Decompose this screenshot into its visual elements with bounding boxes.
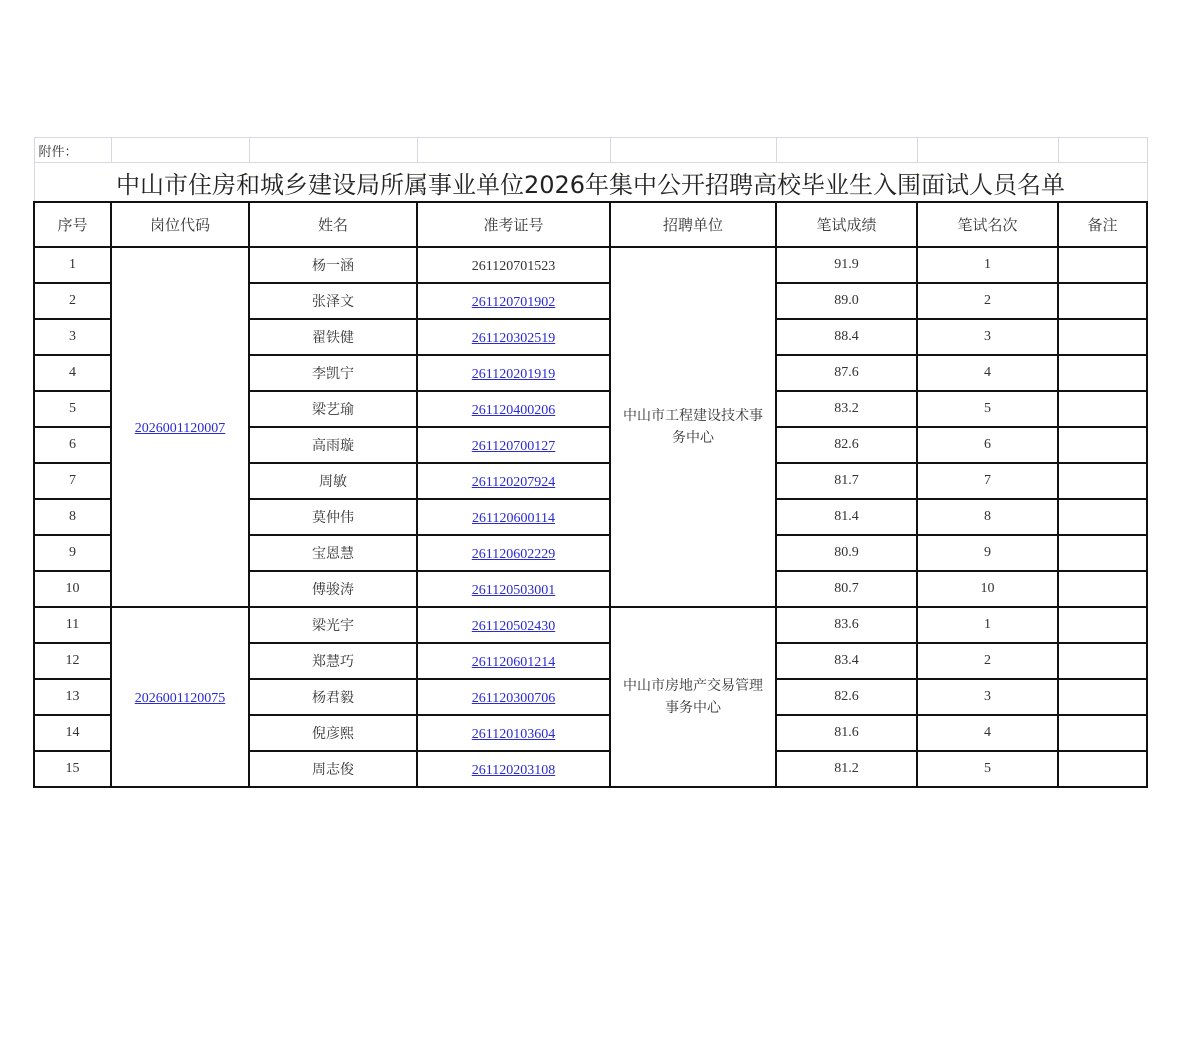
name-cell-text: 张泽文 bbox=[312, 294, 354, 310]
score-cell[interactable] bbox=[776, 643, 917, 679]
seq-cell[interactable] bbox=[34, 247, 111, 283]
rank-cell[interactable] bbox=[917, 247, 1058, 283]
remark-cell[interactable] bbox=[1058, 607, 1147, 643]
seq-cell-text: 12 bbox=[65, 653, 80, 668]
remark-cell[interactable] bbox=[1058, 463, 1147, 499]
rank-cell-text: 4 bbox=[984, 365, 991, 380]
name-cell[interactable] bbox=[249, 607, 417, 643]
score-cell[interactable] bbox=[776, 247, 917, 283]
rank-cell-text: 5 bbox=[984, 761, 991, 776]
remark-cell[interactable] bbox=[1058, 535, 1147, 571]
empty-cell[interactable] bbox=[417, 138, 610, 163]
ticket-link[interactable]: 261120201919 bbox=[471, 367, 556, 382]
ticket-link[interactable]: 261120503001 bbox=[471, 583, 556, 598]
seq-cell-text: 4 bbox=[69, 365, 76, 380]
ticket-link[interactable]: 261120502430 bbox=[471, 619, 556, 634]
score-cell-text: 88.4 bbox=[834, 329, 859, 344]
seq-cell-text: 11 bbox=[65, 617, 80, 632]
score-cell[interactable] bbox=[776, 391, 917, 427]
rank-cell[interactable] bbox=[917, 643, 1058, 679]
attachment-label[interactable]: 附件： bbox=[34, 138, 111, 163]
seq-cell[interactable] bbox=[34, 355, 111, 391]
score-cell-text: 83.2 bbox=[834, 401, 859, 416]
post-code-link[interactable]: 2026001120007 bbox=[134, 421, 226, 436]
remark-cell[interactable] bbox=[1058, 355, 1147, 391]
ticket-link[interactable]: 261120103604 bbox=[471, 727, 556, 742]
remark-cell[interactable] bbox=[1058, 283, 1147, 319]
seq-cell[interactable] bbox=[34, 643, 111, 679]
document-title[interactable]: 中山市住房和城乡建设局所属事业单位2026年集中公开招聘高校毕业生入围面试人员名单 bbox=[34, 163, 1147, 203]
rank-cell-text: 4 bbox=[984, 725, 991, 740]
remark-cell[interactable] bbox=[1058, 751, 1147, 787]
header-post-code[interactable]: 岗位代码 bbox=[111, 202, 249, 247]
remark-cell[interactable] bbox=[1058, 499, 1147, 535]
seq-cell[interactable] bbox=[34, 427, 111, 463]
remark-cell[interactable] bbox=[1058, 391, 1147, 427]
empty-cell[interactable] bbox=[1058, 138, 1147, 163]
score-cell[interactable] bbox=[776, 535, 917, 571]
ticket-text: 261120701523 bbox=[471, 259, 556, 274]
ticket-cell[interactable] bbox=[417, 607, 610, 643]
name-cell[interactable] bbox=[249, 499, 417, 535]
ticket-cell[interactable] bbox=[417, 391, 610, 427]
seq-cell[interactable] bbox=[34, 283, 111, 319]
rank-cell-text: 3 bbox=[984, 329, 991, 344]
rank-cell[interactable] bbox=[917, 391, 1058, 427]
seq-cell[interactable] bbox=[34, 535, 111, 571]
name-cell[interactable] bbox=[249, 427, 417, 463]
score-cell[interactable] bbox=[776, 607, 917, 643]
ticket-cell[interactable] bbox=[417, 535, 610, 571]
name-cell[interactable] bbox=[249, 715, 417, 751]
rank-cell[interactable] bbox=[917, 355, 1058, 391]
name-cell-text: 梁艺瑜 bbox=[312, 402, 354, 418]
name-cell-text: 倪彦熙 bbox=[312, 726, 354, 742]
name-cell-text: 杨一涵 bbox=[312, 258, 354, 274]
name-cell-text: 翟铁健 bbox=[312, 330, 354, 346]
name-cell-text: 郑慧巧 bbox=[312, 654, 354, 670]
name-cell-text: 莫仲伟 bbox=[312, 510, 354, 526]
score-cell[interactable] bbox=[776, 319, 917, 355]
seq-cell[interactable] bbox=[34, 607, 111, 643]
rank-cell-text: 7 bbox=[984, 473, 991, 488]
seq-cell[interactable] bbox=[34, 715, 111, 751]
rank-cell-text: 6 bbox=[984, 437, 991, 452]
seq-cell-text: 3 bbox=[69, 329, 76, 344]
table-row bbox=[34, 607, 1147, 643]
ticket-link[interactable]: 261120600114 bbox=[472, 511, 555, 526]
rank-cell-text: 1 bbox=[984, 617, 991, 632]
rank-cell[interactable] bbox=[917, 499, 1058, 535]
name-cell-text: 杨君毅 bbox=[312, 690, 354, 706]
empty-cell[interactable] bbox=[249, 138, 417, 163]
remark-cell[interactable] bbox=[1058, 571, 1147, 607]
seq-cell-text: 5 bbox=[69, 401, 76, 416]
rank-cell[interactable] bbox=[917, 319, 1058, 355]
score-cell-text: 83.4 bbox=[834, 653, 859, 668]
seq-cell[interactable] bbox=[34, 499, 111, 535]
recruiting-unit-line: 务中心 bbox=[672, 430, 714, 446]
rank-cell[interactable] bbox=[917, 427, 1058, 463]
seq-cell[interactable] bbox=[34, 679, 111, 715]
empty-cell[interactable] bbox=[917, 138, 1058, 163]
name-cell[interactable] bbox=[249, 391, 417, 427]
seq-cell-text: 13 bbox=[65, 689, 80, 704]
ticket-cell[interactable] bbox=[417, 499, 610, 535]
score-cell-text: 87.6 bbox=[834, 365, 859, 380]
seq-cell[interactable] bbox=[34, 463, 111, 499]
name-cell-text: 李凯宁 bbox=[312, 366, 354, 382]
seq-cell-text: 1 bbox=[69, 257, 76, 272]
score-cell-text: 81.7 bbox=[834, 473, 859, 488]
name-cell-text: 梁光宇 bbox=[312, 618, 354, 634]
seq-cell-text: 6 bbox=[69, 437, 76, 452]
empty-cell[interactable] bbox=[610, 138, 776, 163]
seq-cell[interactable] bbox=[34, 571, 111, 607]
score-cell[interactable] bbox=[776, 355, 917, 391]
seq-cell-text: 14 bbox=[65, 725, 80, 740]
rank-cell[interactable] bbox=[917, 463, 1058, 499]
ticket-link[interactable]: 261120400206 bbox=[471, 403, 556, 418]
ticket-link[interactable]: 261120601214 bbox=[471, 655, 556, 670]
ticket-cell[interactable] bbox=[417, 571, 610, 607]
name-cell[interactable] bbox=[249, 463, 417, 499]
ticket-link[interactable]: 261120602229 bbox=[471, 547, 556, 562]
seq-cell-text: 10 bbox=[65, 581, 80, 596]
header-rank[interactable]: 笔试名次 bbox=[917, 202, 1058, 247]
score-cell-text: 81.4 bbox=[834, 509, 859, 524]
ticket-cell[interactable] bbox=[417, 751, 610, 787]
score-cell-text: 82.6 bbox=[834, 437, 859, 452]
header-seq[interactable]: 序号 bbox=[34, 202, 111, 247]
rank-cell-text: 2 bbox=[984, 653, 991, 668]
score-cell[interactable] bbox=[776, 427, 917, 463]
name-cell-text: 周志俊 bbox=[312, 762, 354, 778]
ticket-link[interactable]: 261120300706 bbox=[471, 691, 556, 706]
name-cell[interactable] bbox=[249, 319, 417, 355]
rank-cell-text: 10 bbox=[980, 581, 995, 596]
name-cell[interactable] bbox=[249, 751, 417, 787]
score-cell[interactable] bbox=[776, 751, 917, 787]
rank-cell-text: 1 bbox=[984, 257, 991, 272]
name-cell[interactable] bbox=[249, 679, 417, 715]
recruiting-unit-cell[interactable] bbox=[610, 607, 776, 787]
name-cell[interactable] bbox=[249, 247, 417, 283]
seq-cell-text: 8 bbox=[69, 509, 76, 524]
recruiting-unit-line: 事务中心 bbox=[665, 700, 721, 716]
ticket-cell[interactable] bbox=[417, 463, 610, 499]
ticket-link[interactable]: 261120700127 bbox=[471, 439, 556, 454]
ticket-link[interactable]: 261120701902 bbox=[471, 295, 556, 310]
ticket-cell[interactable] bbox=[417, 283, 610, 319]
rank-cell[interactable] bbox=[917, 751, 1058, 787]
seq-cell-text: 7 bbox=[69, 473, 76, 488]
table-body bbox=[34, 247, 1147, 787]
post-code-link[interactable]: 2026001120075 bbox=[134, 691, 226, 706]
rank-cell-text: 3 bbox=[984, 689, 991, 704]
score-cell-text: 89.0 bbox=[834, 293, 859, 308]
rank-cell-text: 8 bbox=[984, 509, 991, 524]
ticket-cell[interactable] bbox=[417, 715, 610, 751]
spreadsheet bbox=[33, 137, 1146, 788]
name-cell[interactable] bbox=[249, 355, 417, 391]
remark-cell[interactable] bbox=[1058, 247, 1147, 283]
post-code-cell[interactable] bbox=[111, 247, 249, 607]
recruiting-unit-line: 中山市房地产交易管理 bbox=[623, 678, 763, 694]
header-unit[interactable]: 招聘单位 bbox=[610, 202, 776, 247]
score-cell-text: 81.2 bbox=[834, 761, 859, 776]
score-cell-text: 81.6 bbox=[834, 725, 859, 740]
recruiting-unit-line: 中山市工程建设技术事 bbox=[623, 408, 763, 424]
rank-cell-text: 5 bbox=[984, 401, 991, 416]
name-cell-text: 傅骏涛 bbox=[312, 582, 354, 598]
ticket-cell[interactable] bbox=[417, 427, 610, 463]
header-row bbox=[34, 202, 1147, 247]
rank-cell-text: 9 bbox=[984, 545, 991, 560]
rank-cell-text: 2 bbox=[984, 293, 991, 308]
header-ticket[interactable]: 准考证号 bbox=[417, 202, 610, 247]
seq-cell-text: 15 bbox=[65, 761, 80, 776]
ticket-cell[interactable] bbox=[417, 247, 610, 283]
remark-cell[interactable] bbox=[1058, 679, 1147, 715]
seq-cell-text: 9 bbox=[69, 545, 76, 560]
score-cell[interactable] bbox=[776, 463, 917, 499]
seq-cell-text: 2 bbox=[69, 293, 76, 308]
remark-cell[interactable] bbox=[1058, 715, 1147, 751]
ticket-link[interactable]: 261120302519 bbox=[471, 331, 556, 346]
score-cell[interactable] bbox=[776, 283, 917, 319]
header-name[interactable]: 姓名 bbox=[249, 202, 417, 247]
remark-cell[interactable] bbox=[1058, 427, 1147, 463]
score-cell[interactable] bbox=[776, 679, 917, 715]
ticket-cell[interactable] bbox=[417, 643, 610, 679]
rank-cell[interactable] bbox=[917, 607, 1058, 643]
seq-cell[interactable] bbox=[34, 391, 111, 427]
rank-cell[interactable] bbox=[917, 571, 1058, 607]
score-cell[interactable] bbox=[776, 571, 917, 607]
name-cell-text: 宝恩慧 bbox=[312, 546, 354, 562]
ticket-cell[interactable] bbox=[417, 319, 610, 355]
score-cell-text: 91.9 bbox=[834, 257, 859, 272]
rank-cell[interactable] bbox=[917, 679, 1058, 715]
name-cell[interactable] bbox=[249, 643, 417, 679]
remark-cell[interactable] bbox=[1058, 319, 1147, 355]
score-cell[interactable] bbox=[776, 715, 917, 751]
score-cell-text: 80.9 bbox=[834, 545, 859, 560]
title-row bbox=[34, 163, 1147, 203]
seq-cell[interactable] bbox=[34, 319, 111, 355]
ticket-cell[interactable] bbox=[417, 355, 610, 391]
score-cell-text: 80.7 bbox=[834, 581, 859, 596]
name-cell-text: 周敏 bbox=[319, 474, 347, 490]
header-remark[interactable]: 备注 bbox=[1058, 202, 1147, 247]
empty-cell[interactable] bbox=[111, 138, 249, 163]
rank-cell[interactable] bbox=[917, 283, 1058, 319]
attachment-row bbox=[34, 138, 1147, 163]
table-row bbox=[34, 247, 1147, 283]
rank-cell[interactable] bbox=[917, 535, 1058, 571]
interview-list-table bbox=[33, 137, 1148, 788]
ticket-link[interactable]: 261120203108 bbox=[471, 763, 556, 778]
score-cell[interactable] bbox=[776, 499, 917, 535]
ticket-cell[interactable] bbox=[417, 679, 610, 715]
seq-cell[interactable] bbox=[34, 751, 111, 787]
name-cell[interactable] bbox=[249, 535, 417, 571]
ticket-link[interactable]: 261120207924 bbox=[471, 475, 556, 490]
remark-cell[interactable] bbox=[1058, 643, 1147, 679]
score-cell-text: 83.6 bbox=[834, 617, 859, 632]
name-cell[interactable] bbox=[249, 283, 417, 319]
recruiting-unit-cell[interactable] bbox=[610, 247, 776, 607]
rank-cell[interactable] bbox=[917, 715, 1058, 751]
header-score[interactable]: 笔试成绩 bbox=[776, 202, 917, 247]
name-cell[interactable] bbox=[249, 571, 417, 607]
score-cell-text: 82.6 bbox=[834, 689, 859, 704]
name-cell-text: 高雨璇 bbox=[312, 438, 354, 454]
empty-cell[interactable] bbox=[776, 138, 917, 163]
post-code-cell[interactable] bbox=[111, 607, 249, 787]
